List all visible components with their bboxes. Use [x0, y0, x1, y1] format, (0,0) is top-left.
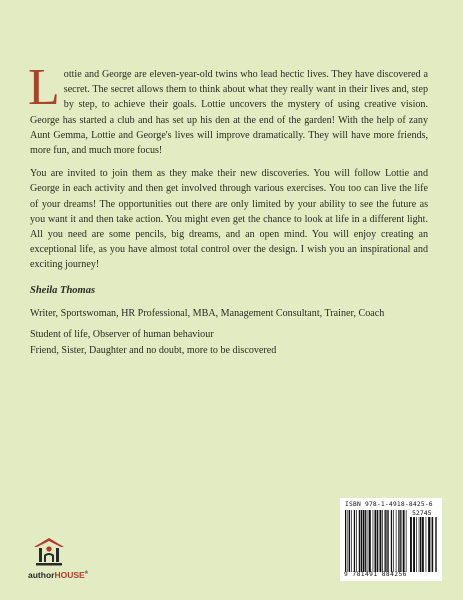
- blurb-paragraph-1-text: ottie and George are eleven-year-old twins who lead hectic lives. They have discovered a secret. The secret allows them to think about what they really want in their lives and, step by step, to achieve their goals. Lottie uncovers the mystery of using creative vision. George has started a club and has set up his den at the end of the garden! With the help of zany Aunt Gemma, Lottie and George's lives will improve dramatically. They will have more friends, more fun, and much more focus!: [30, 69, 428, 157]
- ean-digits: 9 781491 884256: [344, 571, 407, 578]
- drop-cap: L: [28, 59, 60, 116]
- price-addon-digits: 52745: [412, 509, 432, 517]
- bio-line: Friend, Sister, Daughter and no doubt, more to be discovered: [30, 344, 277, 356]
- blurb: [28, 59, 428, 273]
- ean-barcode-bars: [345, 510, 407, 572]
- blurb-paragraph-2: You are invited to join them as they make their new discoveries. You will follow Lottie and George in each activity and then get involved through various exercises. You too can live the life of your dreams! The opportunities out there are only limited by your ability to see the future as you want it and then take action. You might even get the chance to look at life in a different light. All you need are some pencils, big dreams, and an open mind. You will enjoy creating an exceptional life, as you have almost total control over the design. I wish you an inspirational and exciting journey!: [30, 168, 428, 271]
- publisher-name: authorHOUSE®: [28, 570, 89, 580]
- house-figure-logo-icon: [32, 536, 66, 568]
- author-name: Sheila Thomas: [30, 285, 96, 296]
- addon-barcode-bars: [410, 517, 438, 572]
- bio-line: Writer, Sportswoman, HR Professional, MBA, Management Consultant, Trainer, Coach: [30, 308, 385, 319]
- isbn-barcode: [340, 498, 442, 581]
- author-bio: [30, 306, 430, 358]
- blurb-paragraph-1: [28, 59, 428, 158]
- bio-line: Student of life, Observer of human behaviour: [30, 329, 214, 341]
- isbn-label: ISBN 978-1-4918-8425-6: [345, 501, 433, 508]
- publisher-logo: [28, 536, 88, 590]
